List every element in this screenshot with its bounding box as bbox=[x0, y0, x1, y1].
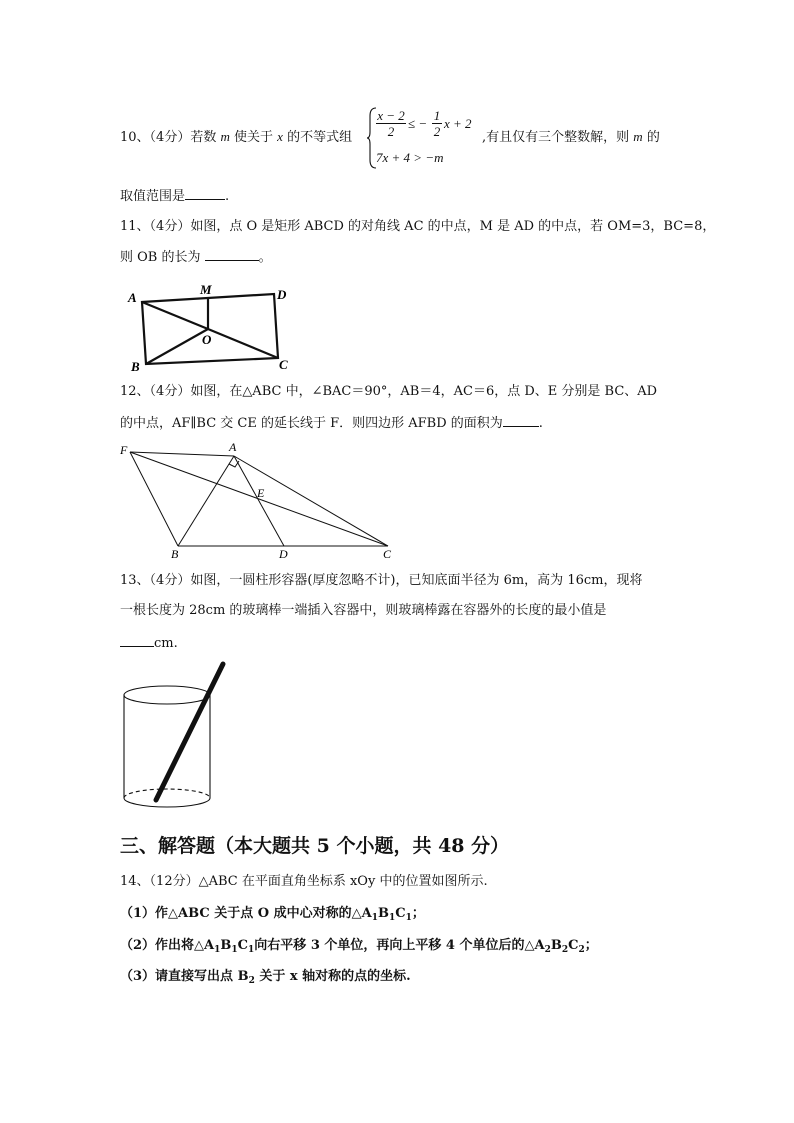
q13-line2: 一根长度为 28cm 的玻璃棒一端插入容器中，则玻璃棒露在容器外的长度的最小值是 bbox=[120, 603, 607, 618]
q10-end: . bbox=[225, 189, 230, 204]
q14-text: （2）作出将△A bbox=[120, 938, 215, 953]
q14-text: （1）作△ABC 关于点 O 成中心对称的△A bbox=[120, 906, 372, 921]
subscript: 2 bbox=[248, 976, 255, 986]
ineq1-tail: x + 2 bbox=[444, 116, 472, 131]
q10-text: 若数 bbox=[190, 130, 217, 145]
q10-line1-tail bbox=[482, 128, 660, 147]
q12-line1: 12、（4分）如图，在△ABC 中，∠BAC＝90°，AB＝4，AC＝6，点 D、E 分别是 BC、AD bbox=[120, 384, 658, 399]
subscript: 1 bbox=[388, 913, 396, 923]
fraction-numerator: 1 bbox=[433, 108, 441, 123]
q11-line1: 11、（4分）如图，点 O 是矩形 ABCD 的对角线 AC 的中点，M 是 AD 的中点，若 OM=3，BC=8， bbox=[120, 219, 716, 234]
q14-text: ； bbox=[411, 906, 425, 921]
q10-text: 使关于 bbox=[234, 130, 274, 145]
label-A: A bbox=[229, 440, 237, 454]
label-E: E bbox=[257, 486, 265, 500]
answer-blank bbox=[185, 187, 225, 200]
subscript: 2 bbox=[561, 945, 569, 955]
q10-text: 的 bbox=[646, 130, 660, 145]
var-x: x bbox=[277, 129, 283, 144]
q14-text: B bbox=[377, 906, 389, 921]
var-m: m bbox=[633, 129, 643, 144]
q11-rectangle-figure bbox=[122, 282, 312, 372]
fraction-denominator: 2 bbox=[387, 124, 395, 139]
q10-line2 bbox=[120, 187, 229, 206]
q14-line1: 14、（12分）△ABC 在平面直角坐标系 xOy 中的位置如图所示. bbox=[120, 874, 488, 889]
q10-number: 10、（4分） bbox=[120, 130, 191, 145]
subscript: 1 bbox=[248, 945, 255, 955]
q11-end: 。 bbox=[258, 250, 272, 265]
label-C: C bbox=[279, 357, 288, 372]
label-F: F bbox=[120, 443, 128, 457]
label-D: D bbox=[277, 287, 287, 302]
subscript: 1 bbox=[405, 913, 412, 923]
q12-triangle-figure bbox=[118, 440, 398, 565]
answer-blank bbox=[120, 634, 154, 647]
q11-text: 则 OB 的长为 bbox=[120, 250, 201, 265]
q10-inequality-system bbox=[366, 106, 486, 170]
ineq1-relation: ≤ − bbox=[408, 116, 428, 131]
q14-text: 向右平移 3 个单位，再向上平移 4 个单位后的△A bbox=[254, 938, 545, 953]
fraction-numerator: x − 2 bbox=[377, 108, 405, 123]
q10-text: 取值范围是 bbox=[120, 189, 186, 204]
answer-blank bbox=[503, 414, 539, 427]
label-C: C bbox=[383, 547, 392, 561]
section-title: 三、解答题（本大题共 5 个小题，共 48 分） bbox=[120, 835, 510, 857]
subscript: 2 bbox=[578, 945, 585, 955]
subscript: 1 bbox=[214, 945, 221, 955]
q12-line2 bbox=[120, 414, 543, 433]
subscript: 1 bbox=[231, 945, 238, 955]
q14-text: ； bbox=[584, 938, 598, 953]
q13-line1: 13、（4分）如图，一圆柱形容器(厚度忽略不计)，已知底面半径为 6m，高为 16cm，现将 bbox=[120, 573, 643, 588]
q13-cylinder-figure bbox=[118, 660, 228, 810]
q14-text: C bbox=[237, 938, 249, 953]
q10-line1 bbox=[120, 128, 352, 147]
label-A: A bbox=[128, 290, 137, 305]
q12-text: 的中点，AF∥BC 交 CE 的延长线于 F．则四边形 AFBD 的面积为 bbox=[120, 416, 503, 431]
q12-end: . bbox=[538, 416, 543, 431]
q14-text: B bbox=[220, 938, 232, 953]
q11-line2 bbox=[120, 248, 272, 267]
subscript: 2 bbox=[544, 945, 551, 955]
var-m: m bbox=[220, 129, 230, 144]
subscript: 1 bbox=[371, 913, 378, 923]
q14-text: （3）请直接写出点 B bbox=[120, 969, 249, 984]
q10-text: ,有且仅有三个整数解，则 bbox=[482, 130, 630, 145]
q14-part2 bbox=[120, 937, 598, 959]
label-D: D bbox=[279, 547, 288, 561]
q10-text: 的不等式组 bbox=[287, 130, 353, 145]
label-B: B bbox=[131, 359, 140, 372]
answer-blank bbox=[205, 248, 259, 261]
label-B: B bbox=[171, 547, 179, 561]
q14-part3 bbox=[120, 968, 411, 990]
q14-text: B bbox=[550, 938, 562, 953]
glass-rod bbox=[156, 664, 223, 800]
q14-text: C bbox=[395, 906, 406, 921]
q13-unit: cm. bbox=[154, 636, 178, 651]
q13-line3 bbox=[120, 634, 178, 653]
q14-text: C bbox=[568, 938, 579, 953]
fraction-denominator: 2 bbox=[433, 124, 441, 139]
label-M: M bbox=[200, 282, 212, 297]
q14-text: 关于 x 轴对称的点的坐标. bbox=[259, 969, 411, 984]
ineq2: 7x + 4 > −m bbox=[376, 150, 444, 165]
label-O: O bbox=[202, 332, 212, 347]
q14-part1 bbox=[120, 905, 425, 927]
